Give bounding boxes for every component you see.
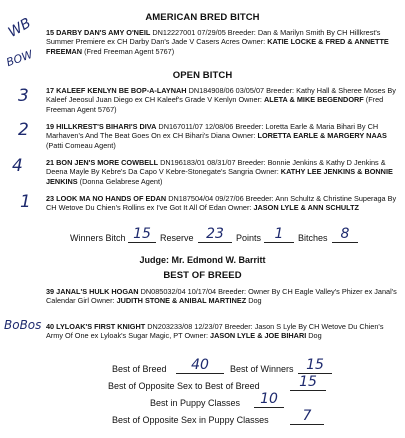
- agent: (Fred Freeman Agent 5767): [46, 95, 384, 114]
- entry-number: 39: [46, 287, 55, 296]
- entry-number: 21: [46, 158, 55, 167]
- handwritten-place-2: 2: [18, 120, 29, 140]
- entry-23: [46, 194, 398, 213]
- handwritten-place-1: 1: [20, 192, 31, 212]
- entry-details: DN184908/06 03/05/07 Breeder: Kathy Hall & Sheree Moses By Kaleef Jeeosul Juan Diego ex CH Kaleef's Grade V Kenlyn Owner:: [46, 86, 396, 105]
- points-value: 1: [274, 226, 284, 242]
- agent: (Donna Gelabrese Agent): [79, 176, 163, 186]
- handwritten-bow: BOW: [4, 47, 35, 70]
- entry-details: DN085032/04 10/17/04 Breeder: Owner By CH Eagle Valley's Phizer ex Janal's Calendar Girl Owner:: [46, 287, 397, 306]
- owner-name: JASON LYLE & ANN SCHULTZ: [253, 203, 360, 213]
- winners-bitch-label: Winners Bitch: [70, 233, 126, 243]
- handwritten-place-4: 4: [12, 156, 23, 176]
- entry-number: 15: [46, 28, 55, 37]
- bitches-value: 8: [340, 226, 350, 242]
- reserve-label: Reserve: [160, 233, 194, 243]
- bitches-label: Bitches: [298, 233, 328, 243]
- handwritten-place-3: 3: [18, 86, 29, 106]
- bob-label: Best of Breed: [112, 364, 167, 374]
- dog-name: KALEEF KENLYN BE BOP-A-LAYNAH: [56, 86, 187, 95]
- owner-name: KATIE LOCKE & FRED & ANNETTE FREEMAN: [46, 37, 389, 56]
- winners-bitch-value: 15: [133, 226, 151, 242]
- owner-name: LORETTA EARLE & MARGERY NAAS: [257, 131, 387, 141]
- entry-17: [46, 86, 398, 114]
- agent: (Patti Comeau Agent): [46, 140, 116, 150]
- bos-value: 15: [299, 374, 317, 390]
- dog-name: DARBY DAN'S AMY O'NEIL: [56, 28, 151, 37]
- entry-number: 40: [46, 322, 55, 331]
- owner-name: KATHY LEE JENKINS & BONNIE JENKINS: [46, 167, 393, 186]
- dog-name: LYLOAK'S FIRST KNIGHT: [56, 322, 146, 331]
- bos-label: Best of Opposite Sex to Best of Breed: [108, 381, 260, 391]
- section-open: OPEN BITCH: [172, 70, 233, 81]
- opp-puppy-value: 7: [302, 408, 312, 424]
- entry-details: DN187504/04 09/27/06 Breeder: Ann Schultz & Christine Superaga By CH Wetove Du Chien's Rollins ex I've Got It All Of Edan Owner:: [46, 194, 397, 213]
- dog-name: BON JEN'S MORE COWBELL: [56, 158, 159, 167]
- puppy-value: 10: [260, 391, 278, 407]
- entry-details: DN12227001 07/29/05 Breeder: Dan & Marilyn Smith By CH Hillkrest's Summer Premiere ex CH Darby Dan's Jade V Casers Acres Owner:: [46, 28, 381, 47]
- bob-value: 40: [191, 357, 209, 373]
- entry-15: [46, 28, 398, 56]
- entry-number: 19: [46, 122, 55, 131]
- bow-label: Best of Winners: [230, 364, 294, 374]
- entry-21: [46, 158, 398, 186]
- handwritten-wb: WB: [5, 15, 34, 41]
- points-label: Points: [236, 233, 262, 243]
- entry-details: DN203233/08 12/23/07 Breeder: Jason S Lyle By CH Wetove Du Chien's Army Of One ex Lyloak's Sugar Magic, PT Owner:: [46, 322, 384, 341]
- entry-39: [46, 287, 398, 306]
- entry-40: [46, 322, 398, 341]
- bow-value: 15: [306, 357, 324, 373]
- owner-name: JUDITH STONE & ANIBAL MARTINEZ: [116, 296, 247, 306]
- handwritten-bob-os: BoBos: [4, 318, 42, 332]
- puppy-label: Best in Puppy Classes: [150, 398, 241, 408]
- entry-number: 17: [46, 86, 55, 95]
- opp-puppy-label: Best of Opposite Sex in Puppy Classes: [112, 415, 269, 425]
- owner-name: JASON LYLE & JOE BIHARI: [210, 331, 307, 341]
- entry-19: [46, 122, 398, 150]
- owner-name: ALETA & MIKE BEGENDORF: [264, 95, 364, 105]
- agent: (Fred Freeman Agent 5767): [84, 46, 175, 56]
- entry-details: DN167011/07 12/08/06 Breeder: Loretta Earle & Maria Bihari By CH Marhaven's And The Beat Goes On ex CH Bihari's Diana Owner:: [46, 122, 379, 141]
- judge-line: Judge: Mr. Edmond W. Barritt: [139, 255, 266, 265]
- section-best-of-breed: BEST OF BREED: [163, 270, 242, 281]
- dog-name: HILLKREST'S BIHARI'S DIVA: [56, 122, 157, 131]
- dog-name: JANAL'S HULK HOGAN: [56, 287, 139, 296]
- entry-number: 23: [46, 194, 55, 203]
- agent: Dog: [248, 296, 262, 306]
- agent: Dog: [308, 331, 322, 341]
- entry-details: DN196183/01 08/31/07 Breeder: Bonnie Jenkins & Kathy D Jenkins & Deena Mayle By Kebre's Da Capo V Kebre-Stonegate's Sangria Owner:: [46, 158, 386, 177]
- dog-name: LOOK MA NO HANDS OF EDAN: [56, 194, 167, 203]
- reserve-value: 23: [206, 226, 224, 242]
- section-american-bred: AMERICAN BRED BITCH: [145, 12, 260, 23]
